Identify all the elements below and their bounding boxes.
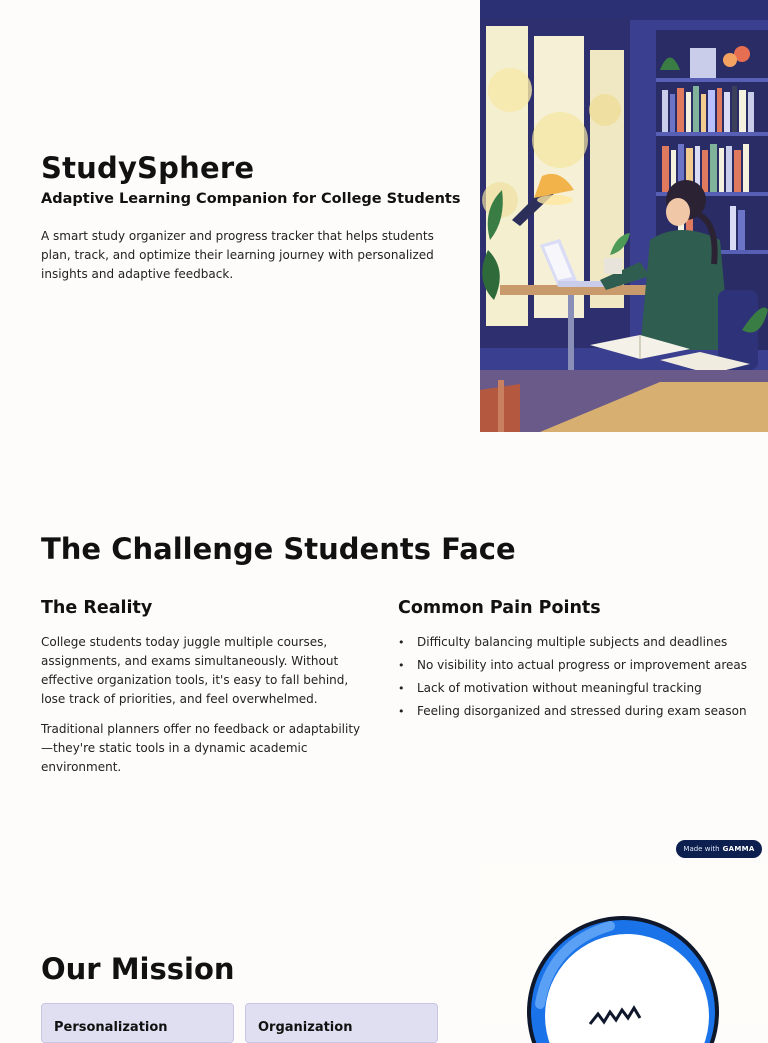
- bullet-icon: •: [398, 659, 405, 672]
- hero-title: StudySphere: [41, 151, 255, 185]
- reality-paragraph: Traditional planners offer no feedback or adaptability—they're static tools in a dynamic academic environment.: [41, 722, 361, 774]
- mission-card-personalization: [41, 1003, 234, 1043]
- study-illustration: [480, 0, 768, 432]
- pain-point-text: Lack of motivation without meaningful tracking: [417, 681, 702, 695]
- mission-card-label: Personalization: [54, 1020, 168, 1035]
- reality-column: [41, 596, 371, 777]
- pain-points-heading: Common Pain Points: [398, 598, 601, 618]
- list-item: [398, 633, 748, 652]
- reality-paragraph: College students today juggle multiple courses, assignments, and exams simultaneously. Without effective organization tools, it's easy to fall behind, lose track of priorities, and feel overwhelmed.: [41, 635, 349, 706]
- gamma-logo: GAMMA: [722, 845, 755, 853]
- hero-subtitle: Adaptive Learning Companion for College Students: [41, 191, 461, 207]
- bullet-icon: •: [398, 636, 405, 649]
- hero-description: A smart study organizer and progress tracker that helps students plan, track, and optimize their learning journey with personalized insights and adaptive feedback.: [41, 229, 434, 281]
- reality-heading: The Reality: [41, 598, 153, 618]
- pain-point-text: Difficulty balancing multiple subjects and deadlines: [417, 635, 728, 649]
- list-item: [398, 679, 748, 698]
- list-item: [398, 656, 748, 675]
- badge-prefix: Made with: [683, 845, 720, 853]
- made-with-gamma-badge[interactable]: [676, 840, 762, 858]
- list-item: [398, 702, 748, 721]
- challenge-title: The Challenge Students Face: [41, 532, 516, 566]
- bullet-icon: •: [398, 705, 405, 718]
- pain-point-text: Feeling disorganized and stressed during exam season: [417, 704, 747, 718]
- hero-text-block: [41, 150, 471, 284]
- pain-points-list: [398, 633, 748, 721]
- pain-point-text: No visibility into actual progress or improvement areas: [417, 658, 748, 672]
- bullet-icon: •: [398, 682, 405, 695]
- mission-card-organization: [245, 1003, 438, 1043]
- mission-title: Our Mission: [41, 952, 235, 986]
- pain-points-column: [398, 596, 748, 725]
- mission-card-label: Organization: [258, 1020, 353, 1035]
- mission-illustration: [480, 864, 768, 1024]
- hero-section: [0, 0, 768, 432]
